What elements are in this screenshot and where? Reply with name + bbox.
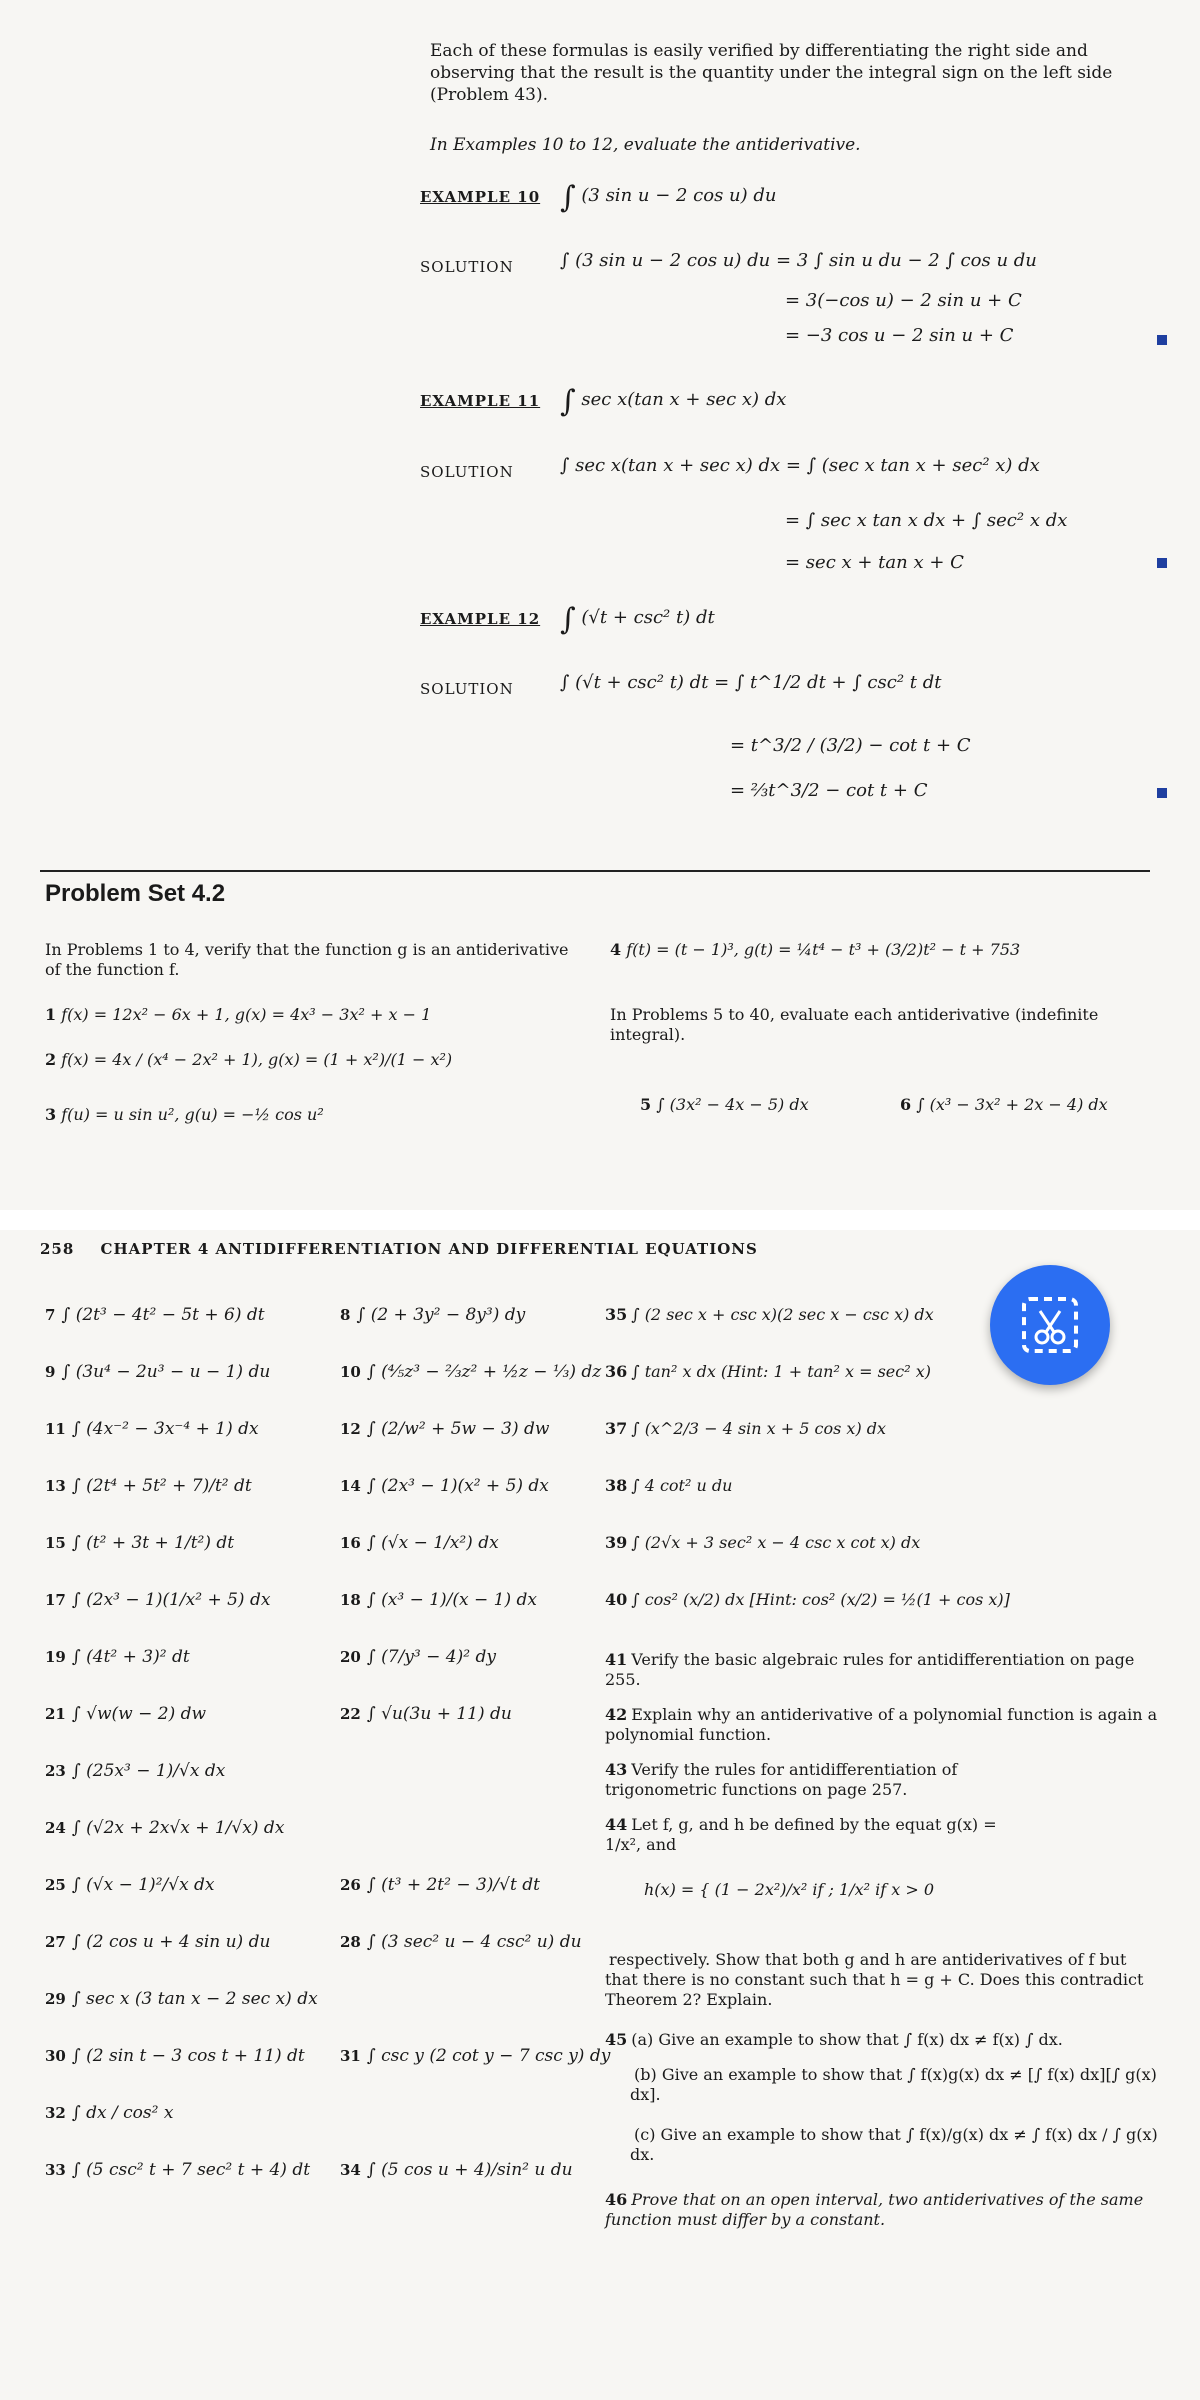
problem-item: 28 ∫ (3 sec² u − 4 csc² u) du: [340, 1932, 582, 1952]
example-12-solution-label: SOLUTION: [420, 680, 514, 698]
problem-item: 7 ∫ (2t³ − 4t² − 5t + 6) dt: [45, 1305, 265, 1325]
scissors-icon: [1020, 1295, 1080, 1355]
end-of-proof-mark: [1157, 558, 1167, 568]
problem-item: 46 Prove that on an open interval, two antiderivatives of the same function must differ by a constant.: [605, 2190, 1144, 2229]
end-of-proof-mark: [1157, 335, 1167, 345]
example-12-step: = t^3/2 / (3/2) − cot t + C: [730, 735, 971, 756]
running-header: [40, 1240, 758, 1258]
example-12-label: EXAMPLE 12: [420, 610, 541, 628]
problem-item: 30 ∫ (2 sin t − 3 cos t + 11) dt: [45, 2046, 305, 2066]
problem-item: 45 (a) Give an example to show that ∫ f(x) dx ≠ f(x) ∫ dx.: [605, 2030, 1063, 2049]
problem-item: 33 ∫ (5 csc² t + 7 sec² t + 4) dt: [45, 2160, 311, 2180]
problem-item: 42 Explain why an antiderivative of a polynomial function is again a polynomial function.: [605, 1705, 1158, 1744]
problem-item: 21 ∫ √w(w − 2) dw: [45, 1704, 207, 1724]
problem-3: 3 f(u) = u sin u², g(u) = −½ cos u²: [45, 1105, 324, 1124]
screenshot-crop-button[interactable]: [990, 1265, 1110, 1385]
problem-item: 20 ∫ (7/y³ − 4)² dy: [340, 1647, 496, 1667]
problem-item-piecewise: h(x) = { (1 − 2x²)/x² if ; 1/x² if x > 0: [644, 1880, 935, 1899]
problem-item: 26 ∫ (t³ + 2t² − 3)/√t dt: [340, 1875, 540, 1895]
problem-item: 10 ∫ (⅘z³ − ⅔z² + ½z − ⅓) dz: [340, 1362, 602, 1382]
textbook-page-lower: [0, 1230, 1200, 2400]
problem-4: 4 f(t) = (t − 1)³, g(t) = ¼t⁴ − t³ + (3/2)t² − t + 753: [610, 940, 1021, 959]
problem-item: 36 ∫ tan² x dx (Hint: 1 + tan² x = sec² x): [605, 1362, 931, 1381]
intro-paragraph: Each of these formulas is easily verified by differentiating the right side and observing that the result is the quantity under the integral sign on the left side (Problem 43).: [430, 41, 1113, 105]
example-12-step: = ⅔t^3/2 − cot t + C: [730, 780, 928, 801]
chapter-title: CHAPTER 4 ANTIDIFFERENTIATION AND DIFFERENTIAL EQUATIONS: [100, 1240, 758, 1258]
problem-item: (c) Give an example to show that ∫ f(x)/g(x) dx ≠ ∫ f(x) dx / ∫ g(x) dx.: [630, 2125, 1158, 2164]
problem-item: 13 ∫ (2t⁴ + 5t² + 7)/t² dt: [45, 1476, 252, 1496]
example-11-problem: ∫ sec x(tan x + sec x) dx: [560, 384, 787, 419]
end-of-proof-mark: [1157, 788, 1167, 798]
example-11-label: EXAMPLE 11: [420, 392, 541, 410]
problem-item: 39 ∫ (2√x + 3 sec² x − 4 csc x cot x) dx: [605, 1533, 921, 1552]
problem-item: 43 Verify the rules for antidifferentiation of trigonometric functions on page 257.: [605, 1760, 958, 1799]
example-10-problem: ∫ (3 sin u − 2 cos u) du: [560, 180, 777, 215]
problem-item: 17 ∫ (2x³ − 1)(1/x² + 5) dx: [45, 1590, 271, 1610]
example-11-solution-label: SOLUTION: [420, 463, 514, 481]
example-11-step: = sec x + tan x + C: [785, 552, 964, 573]
problem-2: 2 f(x) = 4x / (x⁴ − 2x² + 1), g(x) = (1 + x²)/(1 − x²): [45, 1050, 453, 1069]
problem-item: 44 Let f, g, and h be defined by the equat g(x) = 1/x², and: [605, 1815, 997, 1854]
problem-set-title: Problem Set 4.2: [45, 880, 226, 907]
problem-item: 14 ∫ (2x³ − 1)(x² + 5) dx: [340, 1476, 549, 1496]
example-10-step: ∫ (3 sin u − 2 cos u) du = 3 ∫ sin u du − 2 ∫ cos u du: [560, 250, 1037, 271]
example-10-solution-label: SOLUTION: [420, 258, 514, 276]
examples-instruction: In Examples 10 to 12, evaluate the antiderivative.: [430, 135, 861, 155]
problem-item: 29 ∫ sec x (3 tan x − 2 sec x) dx: [45, 1989, 318, 2009]
problem-item: 25 ∫ (√x − 1)²/√x dx: [45, 1875, 215, 1895]
example-10-label: EXAMPLE 10: [420, 188, 541, 206]
section-divider: [40, 870, 1150, 872]
problem-item: 34 ∫ (5 cos u + 4)/sin² u du: [340, 2160, 573, 2180]
problem-item: 27 ∫ (2 cos u + 4 sin u) du: [45, 1932, 271, 1952]
problem-item: 31 ∫ csc y (2 cot y − 7 csc y) dy: [340, 2046, 611, 2066]
problem-item: 15 ∫ (t² + 3t + 1/t²) dt: [45, 1533, 235, 1553]
problem-item: 41 Verify the basic algebraic rules for antidifferentiation on page 255.: [605, 1650, 1135, 1689]
problem-item: 32 ∫ dx / cos² x: [45, 2103, 174, 2123]
problem-item: 11 ∫ (4x⁻² − 3x⁻⁴ + 1) dx: [45, 1419, 259, 1439]
example-10-step: = 3(−cos u) − 2 sin u + C: [785, 290, 1022, 311]
page-number: 258: [40, 1240, 75, 1258]
example-11-step: = ∫ sec x tan x dx + ∫ sec² x dx: [785, 510, 1068, 531]
problem-item: 23 ∫ (25x³ − 1)/√x dx: [45, 1761, 226, 1781]
problem-item: (b) Give an example to show that ∫ f(x)g(x) dx ≠ [∫ f(x) dx][∫ g(x) dx].: [630, 2065, 1157, 2104]
problems-5-40-instruction: In Problems 5 to 40, evaluate each antiderivative (indefinite integral).: [610, 1005, 1099, 1044]
problem-item: 19 ∫ (4t² + 3)² dt: [45, 1647, 190, 1667]
example-11-step: ∫ sec x(tan x + sec x) dx = ∫ (sec x tan x + sec² x) dx: [560, 455, 1040, 476]
problems-1-4-instruction: In Problems 1 to 4, verify that the function g is an antiderivative of the function f.: [45, 940, 569, 979]
example-10-step: = −3 cos u − 2 sin u + C: [785, 325, 1014, 346]
problem-item: 40 ∫ cos² (x/2) dx [Hint: cos² (x/2) = ½(1 + cos x)]: [605, 1590, 1010, 1609]
problem-item: 8 ∫ (2 + 3y² − 8y³) dy: [340, 1305, 526, 1325]
problem-1: 1 f(x) = 12x² − 6x + 1, g(x) = 4x³ − 3x² + x − 1: [45, 1005, 432, 1024]
problem-item: 12 ∫ (2/w² + 5w − 3) dw: [340, 1419, 550, 1439]
problem-item: 24 ∫ (√2x + 2x√x + 1/√x) dx: [45, 1818, 285, 1838]
problem-item: 9 ∫ (3u⁴ − 2u³ − u − 1) du: [45, 1362, 271, 1382]
problem-item: 18 ∫ (x³ − 1)/(x − 1) dx: [340, 1590, 537, 1610]
problem-6: 6 ∫ (x³ − 3x² + 2x − 4) dx: [900, 1095, 1108, 1114]
problem-item: respectively. Show that both g and h are antiderivatives of f but that there is no constant such that h = g + C. Does this contradict Theorem 2? Explain.: [605, 1950, 1144, 2009]
problem-item: 38 ∫ 4 cot² u du: [605, 1476, 733, 1495]
problem-5: 5 ∫ (3x² − 4x − 5) dx: [640, 1095, 809, 1114]
problem-item: 22 ∫ √u(3u + 11) du: [340, 1704, 512, 1724]
problem-item: 37 ∫ (x^2/3 − 4 sin x + 5 cos x) dx: [605, 1419, 887, 1438]
example-12-step: ∫ (√t + csc² t) dt = ∫ t^1/2 dt + ∫ csc² t dt: [560, 672, 942, 693]
problem-item: 16 ∫ (√x − 1/x²) dx: [340, 1533, 499, 1553]
example-12-problem: ∫ (√t + csc² t) dt: [560, 602, 715, 637]
problem-item: 35 ∫ (2 sec x + csc x)(2 sec x − csc x) dx: [605, 1305, 934, 1324]
